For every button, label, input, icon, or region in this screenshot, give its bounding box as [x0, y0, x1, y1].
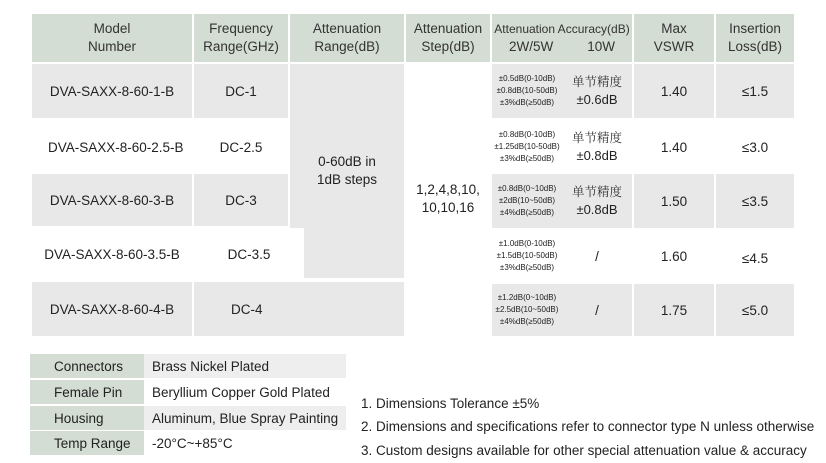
- acc10-value: ±0.8dB: [576, 202, 618, 217]
- table-row-4-freq: DC-3.5: [194, 228, 304, 280]
- spec-label-housing: Housing: [30, 406, 144, 430]
- header-il-l2: Loss(dB): [727, 39, 783, 54]
- attenuation-step-merged: [406, 64, 490, 334]
- table-row-5-il: ≤5.0: [716, 284, 794, 336]
- spec-label-female-pin: Female Pin: [30, 380, 144, 404]
- acc-line: ±2dB(10~50dB): [498, 196, 556, 205]
- table-row-5-vswr: 1.75: [634, 284, 714, 336]
- header-att-range-l1: Attenuation: [312, 21, 382, 36]
- note-2: 2. Dimensions and specifications refer to connector type N unless otherwise: [361, 419, 815, 434]
- attenuation-step-l2: 10,10,16: [421, 200, 475, 215]
- acc10-label: 单节精度: [571, 74, 622, 89]
- table-row-2-freq: DC-2.5: [194, 120, 288, 174]
- table-row-1-vswr: 1.40: [634, 64, 714, 118]
- acc-line: ±0.8dB(10-50dB): [496, 86, 558, 95]
- header-insertion-loss: [716, 14, 794, 62]
- table-row-2-acc-10w: [562, 120, 632, 174]
- table-row-2-acc-2w5w: [492, 120, 562, 174]
- spec-value-temp-range: -20°C~+85°C: [144, 431, 346, 455]
- acc-line: ±1.0dB(0-10dB): [498, 239, 556, 248]
- acc-line: ±3%dB(≥50dB): [499, 98, 555, 107]
- table-row-2-model: DVA-SAXX-8-60-2.5-B: [32, 120, 192, 174]
- table-row-4-il: ≤4.5: [716, 232, 794, 284]
- table-row-2-il: ≤3.0: [716, 120, 794, 174]
- header-model-l1: Model: [93, 21, 131, 36]
- table-row-1-freq: DC-1: [194, 64, 288, 118]
- table-row-1-acc-2w5w: [492, 64, 562, 118]
- table-row-3-vswr: 1.50: [634, 174, 714, 228]
- acc-line: ±0.8dB(0-10dB): [498, 130, 556, 139]
- header-frequency-l2: Range(GHz): [203, 39, 279, 54]
- attenuation-step-l1: 1,2,4,8,10,: [416, 182, 480, 197]
- header-frequency: [194, 14, 288, 62]
- acc10-label: 单节精度: [571, 184, 622, 199]
- header-model: [32, 14, 192, 62]
- spec-label-temp-range: Temp Range: [30, 431, 144, 455]
- header-attenuation-range: [290, 14, 404, 62]
- header-att-step-l1: Attenuation: [413, 21, 483, 36]
- attenuation-range-l2: 1dB steps: [316, 172, 378, 187]
- acc-line: ±1.25dB(10-50dB): [494, 142, 560, 151]
- acc10-label: 单节精度: [571, 130, 622, 145]
- table-row-3-freq: DC-3: [194, 174, 288, 226]
- header-att-range-l2: Range(dB): [314, 39, 380, 54]
- header-vswr: [634, 14, 714, 62]
- table-row-3-acc-10w: [562, 174, 632, 228]
- table-row-5-model: DVA-SAXX-8-60-4-B: [32, 282, 192, 336]
- table-row-3-model: DVA-SAXX-8-60-3-B: [32, 174, 192, 226]
- header-accuracy-2w5w: 2W/5W: [508, 39, 554, 54]
- table-row-3-il: ≤3.5: [716, 174, 794, 228]
- spec-label-connectors: Connectors: [30, 354, 144, 378]
- table-row-1-acc-10w: [562, 64, 632, 118]
- table-row-1-model: DVA-SAXX-8-60-1-B: [32, 64, 192, 118]
- acc-line: ±1.2dB(0~10dB): [497, 293, 557, 302]
- header-attenuation-step: [406, 14, 490, 62]
- table-row-5-acc-10w: /: [562, 284, 632, 336]
- acc10-value: ±0.8dB: [576, 148, 618, 163]
- table-row-4-acc-2w5w: [492, 230, 562, 282]
- header-frequency-l1: Frequency: [209, 21, 273, 36]
- header-vswr-l1: Max: [661, 21, 687, 36]
- header-model-l2: Number: [87, 39, 136, 54]
- table-row-4-acc-10w: /: [562, 230, 632, 282]
- spec-value-female-pin: Beryllium Copper Gold Plated: [144, 380, 346, 404]
- note-1: 1. Dimensions Tolerance ±5%: [361, 396, 540, 411]
- acc-line: ±0.5dB(0-10dB): [498, 74, 556, 83]
- attenuation-range-l1: 0-60dB in: [318, 154, 376, 169]
- acc-line: ±2.5dB(10~50dB): [495, 305, 559, 314]
- spec-value-connectors: Brass Nickel Plated: [144, 354, 346, 378]
- header-accuracy-10w: 10W: [587, 39, 615, 54]
- acc-line: ±1.5dB(10-50dB): [496, 251, 558, 260]
- spec-value-housing: Aluminum, Blue Spray Painting: [144, 406, 346, 430]
- acc-line: ±3%dB(≥50dB): [499, 263, 555, 272]
- acc-line: ±0.8dB(0~10dB): [497, 184, 557, 193]
- note-3: 3. Custom designs available for other special attenuation value & accuracy: [361, 443, 807, 458]
- header-accuracy-l1: Attenuation Accuracy(dB): [494, 22, 630, 36]
- table-row-1-il: ≤1.5: [716, 64, 794, 118]
- acc10-value: ±0.6dB: [576, 92, 618, 107]
- header-vswr-l2: VSWR: [653, 39, 695, 54]
- acc-line: ±4%dB(≥50dB): [499, 208, 555, 217]
- table-row-5-acc-2w5w: [492, 284, 562, 336]
- acc-line: ±3%dB(≥50dB): [499, 154, 555, 163]
- table-row-2-vswr: 1.40: [634, 120, 714, 174]
- table-row-5-freq: DC-4: [194, 282, 404, 336]
- acc-line: ±4%dB(≥50dB): [499, 317, 555, 326]
- table-row-4-model: DVA-SAXX-8-60-3.5-B: [32, 228, 192, 280]
- header-accuracy-subcols: [492, 38, 632, 56]
- header-attenuation-accuracy: [492, 14, 632, 62]
- attenuation-range-merged: [290, 64, 404, 278]
- header-att-step-l2: Step(dB): [421, 39, 475, 54]
- table-row-3-acc-2w5w: [492, 174, 562, 228]
- table-row-4-vswr: 1.60: [634, 230, 714, 282]
- header-il-l1: Insertion: [729, 21, 781, 36]
